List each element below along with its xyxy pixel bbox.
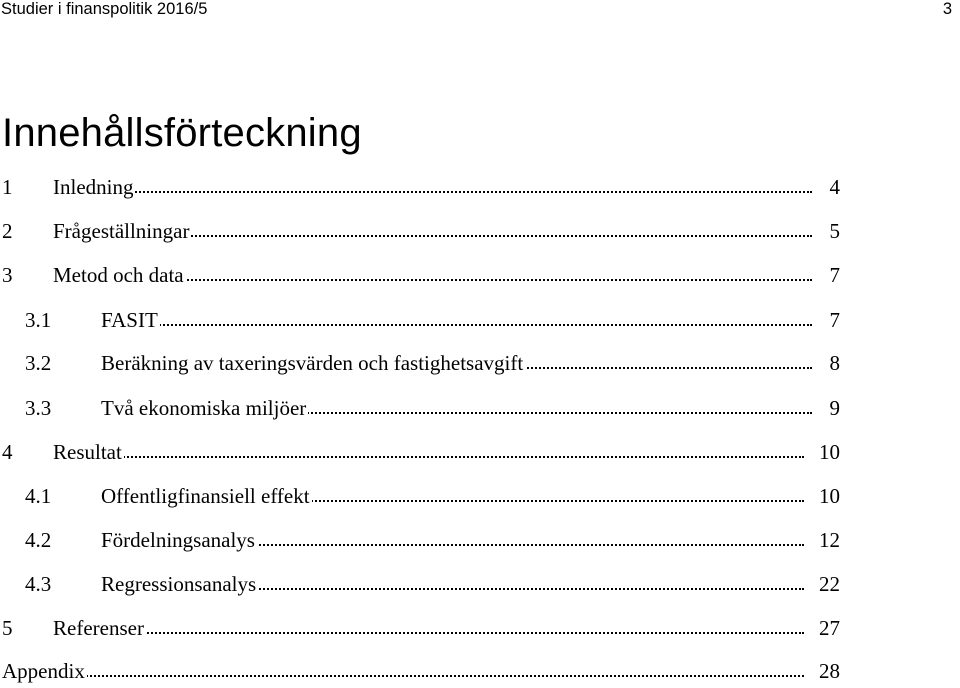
toc-entry[interactable] (0, 525, 840, 555)
toc-entry-number: 3.3 (25, 396, 52, 420)
toc-entry[interactable] (0, 656, 840, 686)
toc-entry[interactable] (0, 481, 840, 511)
toc-entry-number: 4.2 (25, 528, 52, 552)
toc-entry[interactable] (0, 569, 840, 599)
toc-entry-page: 28 (817, 656, 840, 686)
toc-entry-page: 9 (828, 393, 841, 423)
toc-entry-title: Metod och data (53, 260, 186, 290)
toc-entry-page: 22 (817, 569, 840, 599)
toc-entry-title: Fördelningsanalys (101, 525, 257, 555)
toc-entry[interactable] (0, 172, 840, 202)
toc-entry-number: 5 (2, 616, 13, 640)
toc-dot-leader (60, 632, 804, 634)
toc-entry-number: 4.1 (25, 484, 52, 508)
toc-entry-title: Inledning (53, 172, 135, 202)
toc-entry-number: 4 (2, 440, 13, 464)
toc-entry-page: 4 (828, 172, 841, 202)
toc-dot-leader (108, 324, 812, 326)
toc-entry[interactable] (0, 305, 840, 335)
toc-heading: Innehållsförteckning (2, 111, 362, 155)
toc-dot-leader (10, 675, 804, 677)
toc-entry-number: 3.2 (25, 351, 52, 375)
toc-entry[interactable] (0, 260, 840, 290)
toc-entry[interactable] (0, 348, 840, 378)
toc-entry-title: Referenser (53, 613, 146, 643)
toc-entry-title: Resultat (53, 437, 124, 467)
toc-entry-page: 5 (828, 216, 841, 246)
toc-entry-title: FASIT (101, 305, 160, 335)
toc-entry-page: 10 (817, 481, 840, 511)
running-header-title: Studier i finanspolitik 2016/5 (1, 0, 208, 18)
toc-entry-title: Frågeställningar (53, 216, 191, 246)
toc-entry[interactable] (0, 216, 840, 246)
toc-entry-number: 2 (2, 219, 13, 243)
toc-entry-number: 4.3 (25, 572, 52, 596)
toc-entry-page: 27 (817, 613, 840, 643)
toc-entry[interactable] (0, 437, 840, 467)
toc-entry-title: Appendix (2, 656, 87, 686)
toc-entry-number: 3 (2, 263, 13, 287)
toc-entry-page: 10 (817, 437, 840, 467)
toc-entry[interactable] (0, 613, 840, 643)
toc-entry-title: Två ekonomiska miljöer (101, 393, 308, 423)
toc-dot-leader (60, 191, 812, 193)
toc-entry-title: Beräkning av taxeringsvärden och fastighetsavgift (101, 348, 525, 378)
toc-entry-title: Regressionsanalys (101, 569, 258, 599)
toc-entry-page: 7 (828, 260, 841, 290)
toc-entry-page: 7 (828, 305, 841, 335)
toc-entry-page: 12 (817, 525, 840, 555)
toc-entry-page: 8 (828, 348, 841, 378)
toc-entry-number: 3.1 (25, 308, 52, 332)
page-number: 3 (942, 0, 952, 18)
toc-entry-number: 1 (2, 175, 13, 199)
toc-entry-title: Offentligfinansiell effekt (101, 481, 312, 511)
toc-dot-leader (60, 456, 804, 458)
toc-entry[interactable] (0, 393, 840, 423)
